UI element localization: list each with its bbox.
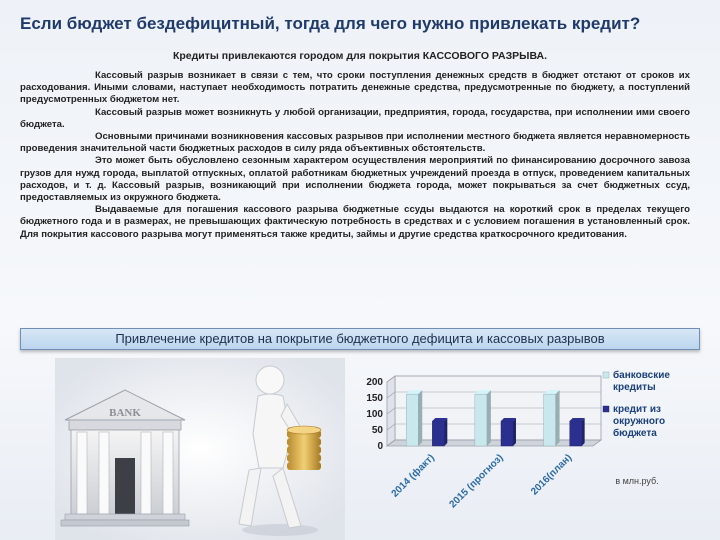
body-text: [20, 70, 690, 241]
legend-swatch: [603, 372, 609, 378]
page-title: Если бюджет бездефицитный, тогда для чего нужно привлекать кредит?: [20, 14, 641, 33]
bank-sign: BANK: [109, 407, 141, 419]
bar-bank-credit: [406, 390, 422, 446]
legend-label: кредит из окружного бюджета: [613, 404, 666, 439]
y-tick-label: 50: [371, 425, 383, 436]
x-tick-label: 2014 (факт): [389, 452, 437, 500]
bar-district-credit: [501, 418, 516, 446]
x-tick-label: 2015 (прогноз): [447, 452, 506, 511]
paragraph: Это может быть обусловлено сезонным характером осуществления мероприятий по финансированию досрочного завоза грузов для нужд города, выплатой отпускных, оплатой работникам бюджетных учреждений проезда в отпуск, проведением капитальных расходов, и т. д. Кассовый разрыв, возникающий при исполнении бюджета города, может покрываться за счет бюджетных ссуд, предоставляемых из окружного бюджета.: [20, 155, 690, 204]
credit-chart: [355, 368, 710, 538]
legend-label: банковские кредиты: [613, 370, 670, 393]
chart-y-axis: [366, 377, 383, 452]
chart-unit-note: в млн.руб.: [615, 476, 659, 486]
y-tick-label: 100: [366, 409, 383, 420]
chart-legend: [603, 369, 670, 439]
y-tick-label: 150: [366, 393, 383, 404]
page-subtitle: Кредиты привлекаются городом для покрытия КАССОВОГО РАЗРЫВА.: [172, 50, 548, 62]
y-tick-label: 0: [377, 441, 383, 452]
legend-item: [603, 404, 665, 439]
bar-bank-credit: [475, 390, 491, 446]
paragraph: Основными причинами возникновения кассовых разрывов при исполнении местного бюджета является неравномерность проведения значительной части бюджетных расходов в силу ряда объективных обстоятельств.: [20, 131, 690, 155]
bank-illustration: [55, 358, 345, 540]
legend-swatch: [603, 406, 609, 412]
y-tick-label: 200: [366, 377, 383, 388]
legend-item: [603, 369, 670, 393]
paragraph: Кассовый разрыв возникает в связи с тем, что сроки поступления денежных средств в бюджет отстают от сроков их расходования. Иными словами, наступает необходимость потратить денежные средства, предусмотренные по бюджету, а поступлений предусмотренных бюджетом нет.: [20, 70, 690, 106]
paragraph: Выдаваемые для погашения кассового разрыва бюджетные ссуды выдаются на короткий срок в пределах текущего бюджетного года и в размерах, не превышающих фактическую потребность в средствах и с условием погашения в установленный срок. Для покрытия кассового разрыва могут применяться также кредиты, займы и другие средства краткосрочного кредитования.: [20, 204, 690, 240]
coin-stack-icon: [287, 426, 321, 470]
chart-x-axis: [389, 452, 574, 511]
section-banner: Привлечение кредитов на покрытие бюджетного дефицита и кассовых разрывов: [20, 328, 700, 350]
paragraph: Кассовый разрыв может возникнуть у любой организации, предприятия, города, государства, при исполнении ими своего бюджета.: [20, 106, 690, 130]
bar-bank-credit: [544, 390, 560, 446]
bar-district-credit: [432, 418, 447, 446]
x-tick-label: 2016(план): [529, 452, 575, 498]
bar-district-credit: [570, 418, 585, 446]
